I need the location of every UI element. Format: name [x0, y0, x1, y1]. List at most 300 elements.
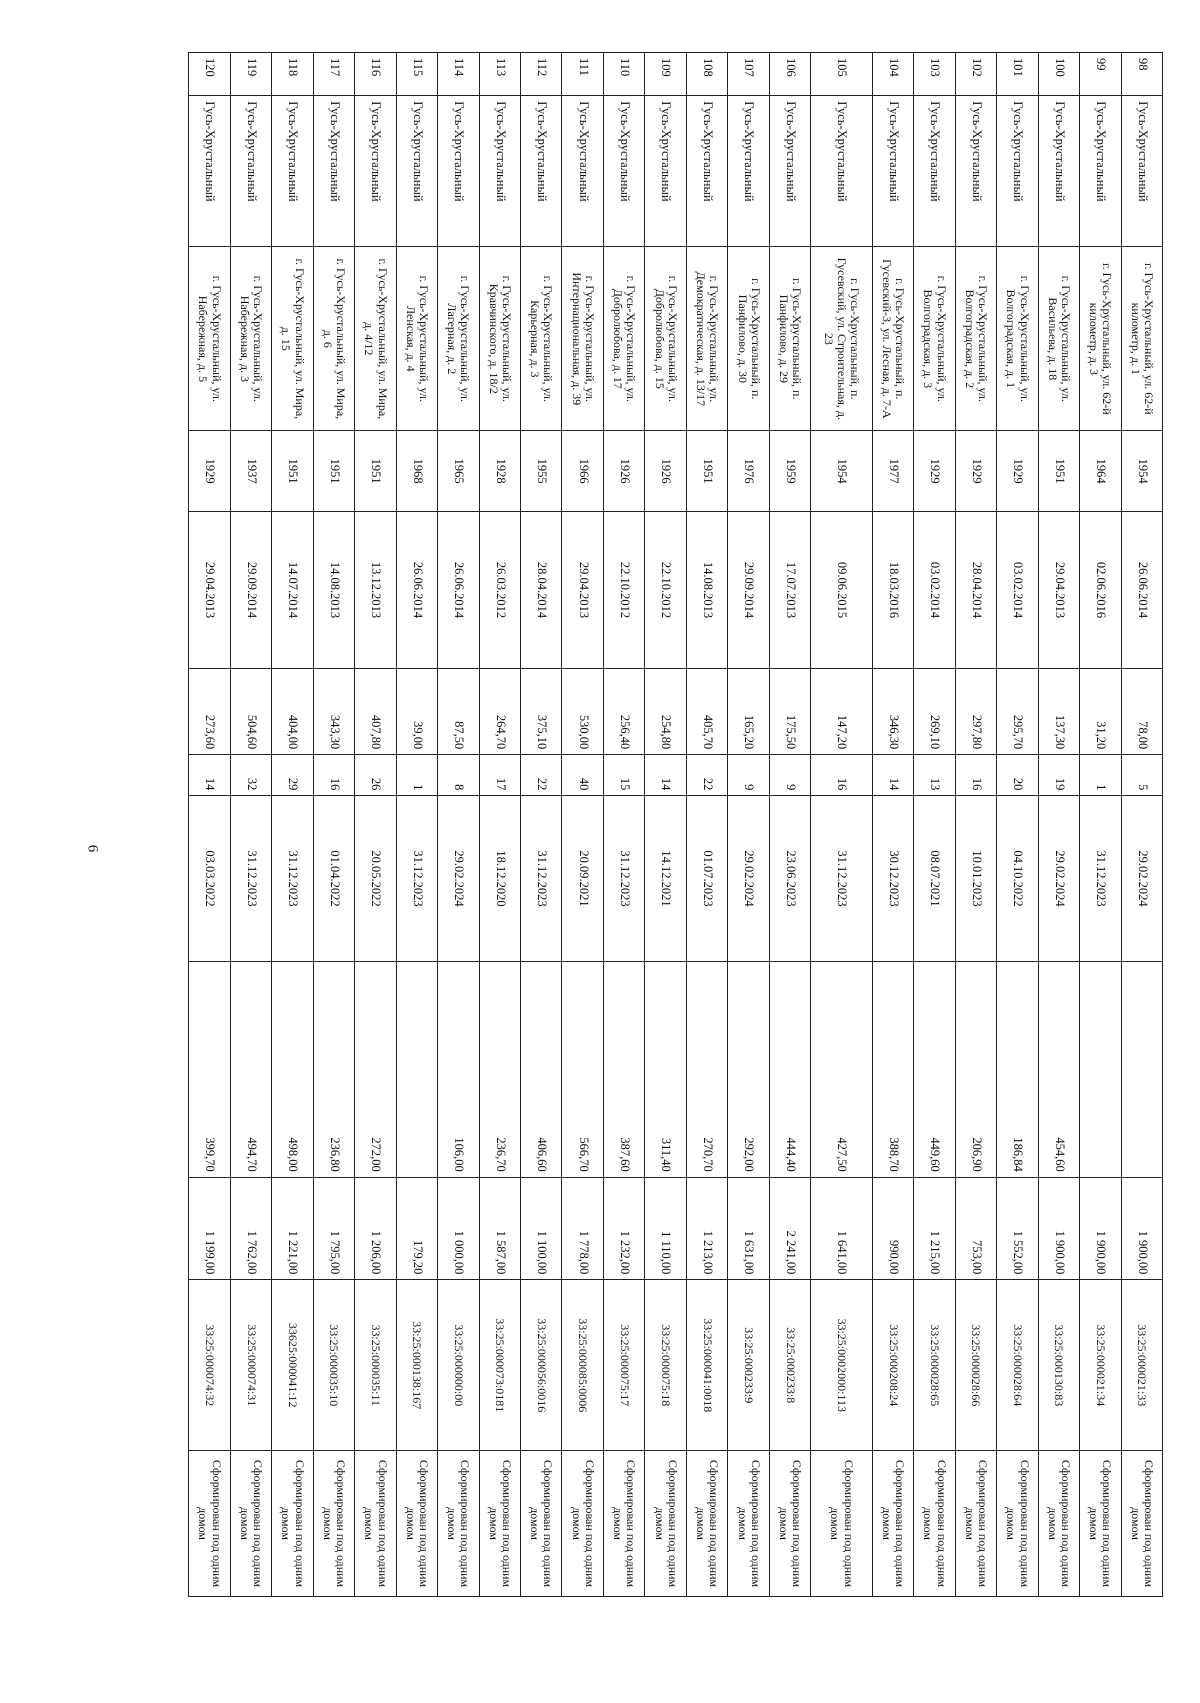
cadastral-number-cell: 33:25:000028:64	[997, 1280, 1038, 1451]
year-built-cell: 1965	[438, 431, 479, 512]
table-row	[686, 53, 727, 1597]
status-cell: Сформирован под одним домом	[520, 1451, 561, 1597]
land-area-cell: 1 215,00	[914, 1177, 955, 1280]
date-cell: 22.10.2012	[603, 512, 644, 669]
area-cell: 256,40	[603, 668, 644, 754]
row-number: 102	[955, 53, 996, 96]
status-cell: Сформирован под одним домом	[997, 1451, 1038, 1597]
status-cell: Сформирован под одним домом	[811, 1451, 872, 1597]
count-cell: 32	[230, 755, 271, 796]
row-number: 103	[914, 53, 955, 96]
date-cell: 14.08.2013	[686, 512, 727, 669]
date-cell: 31.12.2023	[272, 796, 313, 961]
status-cell: Сформирован под одним домом	[1121, 1451, 1162, 1597]
land-area-cell: 1 900,00	[1080, 1177, 1121, 1280]
status-cell: Сформирован под одним домом	[872, 1451, 913, 1597]
date-cell: 29.02.2024	[1038, 796, 1079, 961]
address-cell: г. Гусь-Хрустальный, п. Гусевский-3, ул. Лесная, д. 7-А	[872, 247, 913, 431]
cadastral-number-cell: 33:25:000074:32	[189, 1280, 231, 1451]
address-cell: г. Гусь-Хрустальный, ул. Добролюбова, д. 17	[603, 247, 644, 431]
area-cell: 78,00	[1121, 668, 1162, 754]
area-cell: 375,10	[520, 668, 561, 754]
district-cell: Гусь-Хрустальный	[811, 96, 872, 247]
land-area-cell: 1 206,00	[355, 1177, 396, 1280]
address-cell: г. Гусь-Хрустальный, ул. Добролюбова, д. 15	[645, 247, 686, 431]
status-cell: Сформирован под одним домом	[914, 1451, 955, 1597]
address-cell: г. Гусь-Хрустальный, ул. Волгоградская, д. 2	[955, 247, 996, 431]
district-cell: Гусь-Хрустальный	[355, 96, 396, 247]
table-row	[520, 53, 561, 1597]
land-area-cell: 1 232,00	[603, 1177, 644, 1280]
area-cell: 186,84	[997, 961, 1038, 1177]
status-cell: Сформирован под одним домом	[479, 1451, 520, 1597]
land-area-cell: 990,00	[872, 1177, 913, 1280]
table-row	[769, 53, 810, 1597]
area-cell: 254,80	[645, 668, 686, 754]
date-cell: 08.07.2021	[914, 796, 955, 961]
year-built-cell: 1951	[1038, 431, 1079, 512]
area-cell: 566,70	[562, 961, 603, 1177]
address-cell: г. Гусь-Хрустальный, ул. Ленская, д. 4	[396, 247, 437, 431]
year-built-cell: 1951	[686, 431, 727, 512]
cadastral-number-cell: 33:25:000028:66	[955, 1280, 996, 1451]
land-area-cell: 1 221,00	[272, 1177, 313, 1280]
district-cell: Гусь-Хрустальный	[914, 96, 955, 247]
count-cell: 19	[1038, 755, 1079, 796]
row-number: 115	[396, 53, 437, 96]
row-number: 110	[603, 53, 644, 96]
year-built-cell: 1968	[396, 431, 437, 512]
address-cell: г. Гусь-Хрустальный, п. Панфилово, д. 29	[769, 247, 810, 431]
row-number: 120	[189, 53, 231, 96]
status-cell: Сформирован под одним домом	[189, 1451, 231, 1597]
cadastral-number-cell: 33:25:000056:0016	[520, 1280, 561, 1451]
table-row	[189, 53, 231, 1597]
area-cell: 292,00	[728, 961, 769, 1177]
land-area-cell: 1 900,00	[1121, 1177, 1162, 1280]
count-cell: 13	[914, 755, 955, 796]
area-cell: 297,80	[955, 668, 996, 754]
address-cell: г. Гусь-Хрустальный, ул. Мира, д. 15	[272, 247, 313, 431]
address-cell: г. Гусь-Хрустальный, ул. Демократическая, д. 13/17	[686, 247, 727, 431]
year-built-cell: 1929	[189, 431, 231, 512]
cadastral-number-cell: 33625:000041:12	[272, 1280, 313, 1451]
land-area-cell: 179,20	[396, 1177, 437, 1280]
table-row	[479, 53, 520, 1597]
cadastral-number-cell: 33:25:000028:65	[914, 1280, 955, 1451]
date-cell: 29.04.2013	[1038, 512, 1079, 669]
count-cell: 16	[313, 755, 354, 796]
land-area-cell: 1 762,00	[230, 1177, 271, 1280]
count-cell: 15	[603, 755, 644, 796]
status-cell: Сформирован под одним домом	[562, 1451, 603, 1597]
housing-registry-table	[188, 52, 1163, 1597]
year-built-cell: 1951	[272, 431, 313, 512]
year-built-cell: 1976	[728, 431, 769, 512]
row-number: 105	[811, 53, 872, 96]
district-cell: Гусь-Хрустальный	[872, 96, 913, 247]
row-number: 101	[997, 53, 1038, 96]
date-cell: 04.10.2022	[997, 796, 1038, 961]
count-cell: 14	[645, 755, 686, 796]
table-row	[1080, 53, 1121, 1597]
address-cell: г. Гусь-Хрустальный, ул. 62-й километр, д. 3	[1080, 247, 1121, 431]
date-cell: 03.02.2014	[997, 512, 1038, 669]
table-row	[396, 53, 437, 1597]
year-built-cell: 1926	[603, 431, 644, 512]
date-cell: 03.02.2014	[914, 512, 955, 669]
land-area-cell: 1 199,00	[189, 1177, 231, 1280]
address-cell: г. Гусь-Хрустальный, ул. 62-й километр, д. 1	[1121, 247, 1162, 431]
cadastral-number-cell: 33:25:000035:11	[355, 1280, 396, 1451]
date-cell: 31.12.2023	[1080, 796, 1121, 961]
year-built-cell: 1954	[1121, 431, 1162, 512]
table-row	[438, 53, 479, 1597]
status-cell: Сформирован под одним домом	[1038, 1451, 1079, 1597]
date-cell: 02.06.2016	[1080, 512, 1121, 669]
address-cell: г. Гусь-Хрустальный, ул. Васильева, д. 18	[1038, 247, 1079, 431]
status-cell: Сформирован под одним домом	[438, 1451, 479, 1597]
date-cell: 14.07.2014	[272, 512, 313, 669]
cadastral-number-cell: 33:25:000074:31	[230, 1280, 271, 1451]
count-cell: 14	[872, 755, 913, 796]
date-cell: 20.09.2021	[562, 796, 603, 961]
district-cell: Гусь-Хрустальный	[1038, 96, 1079, 247]
address-cell: г. Гусь-Хрустальный, п. Панфилово, д. 30	[728, 247, 769, 431]
district-cell: Гусь-Хрустальный	[189, 96, 231, 247]
area-cell	[396, 961, 437, 1177]
district-cell: Гусь-Хрустальный	[645, 96, 686, 247]
row-number: 100	[1038, 53, 1079, 96]
district-cell: Гусь-Хрустальный	[562, 96, 603, 247]
count-cell: 16	[811, 755, 872, 796]
land-area-cell: 1 641,00	[811, 1177, 872, 1280]
area-cell: 272,00	[355, 961, 396, 1177]
cadastral-number-cell: 33:25:000233:8	[769, 1280, 810, 1451]
area-cell	[1080, 961, 1121, 1177]
land-area-cell: 1 000,00	[438, 1177, 479, 1280]
cadastral-number-cell: 33:25:000208:24	[872, 1280, 913, 1451]
date-cell: 18.03.2016	[872, 512, 913, 669]
status-cell: Сформирован под одним домом	[645, 1451, 686, 1597]
area-cell: 236,80	[313, 961, 354, 1177]
address-cell: г. Гусь-Хрустальный, ул. Волгоградская, д. 3	[914, 247, 955, 431]
date-cell: 13.12.2013	[355, 512, 396, 669]
year-built-cell: 1929	[914, 431, 955, 512]
row-number: 116	[355, 53, 396, 96]
date-cell: 18.12.2020	[479, 796, 520, 961]
area-cell: 31,20	[1080, 668, 1121, 754]
date-cell: 26.06.2014	[396, 512, 437, 669]
date-cell: 29.09.2014	[728, 512, 769, 669]
date-cell: 28.04.2014	[955, 512, 996, 669]
date-cell: 26.06.2014	[438, 512, 479, 669]
area-cell: 273,60	[189, 668, 231, 754]
year-built-cell: 1964	[1080, 431, 1121, 512]
year-built-cell: 1977	[872, 431, 913, 512]
district-cell: Гусь-Хрустальный	[313, 96, 354, 247]
district-cell: Гусь-Хрустальный	[769, 96, 810, 247]
count-cell: 1	[396, 755, 437, 796]
district-cell: Гусь-Хрустальный	[686, 96, 727, 247]
land-area-cell: 1 778,00	[562, 1177, 603, 1280]
date-cell: 29.09.2014	[230, 512, 271, 669]
row-number: 99	[1080, 53, 1121, 96]
year-built-cell: 1951	[355, 431, 396, 512]
row-number: 108	[686, 53, 727, 96]
cadastral-number-cell: 33:25:000233:9	[728, 1280, 769, 1451]
area-cell: 399,70	[189, 961, 231, 1177]
address-cell: г. Гусь-Хрустальный, ул. Интернациональная, д. 39	[562, 247, 603, 431]
land-area-cell: 1 552,00	[997, 1177, 1038, 1280]
land-area-cell: 1 110,00	[645, 1177, 686, 1280]
area-cell: 405,70	[686, 668, 727, 754]
date-cell: 01.07.2023	[686, 796, 727, 961]
district-cell: Гусь-Хрустальный	[396, 96, 437, 247]
address-cell: г. Гусь-Хрустальный, ул. Набережная, д. 5	[189, 247, 231, 431]
count-cell: 29	[272, 755, 313, 796]
row-number: 112	[520, 53, 561, 96]
table-row	[997, 53, 1038, 1597]
table-row	[914, 53, 955, 1597]
district-cell: Гусь-Хрустальный	[997, 96, 1038, 247]
land-area-cell: 1 100,00	[520, 1177, 561, 1280]
cadastral-number-cell: 33:25:000130:83	[1038, 1280, 1079, 1451]
cadastral-number-cell: 33:25:000073:0181	[479, 1280, 520, 1451]
area-cell: 494,70	[230, 961, 271, 1177]
land-area-cell: 1 900,00	[1038, 1177, 1079, 1280]
year-built-cell: 1951	[313, 431, 354, 512]
area-cell: 206,90	[955, 961, 996, 1177]
district-cell: Гусь-Хрустальный	[955, 96, 996, 247]
area-cell: 427,50	[811, 961, 872, 1177]
area-cell: 343,30	[313, 668, 354, 754]
year-built-cell: 1929	[955, 431, 996, 512]
count-cell: 16	[955, 755, 996, 796]
table-row	[1121, 53, 1162, 1597]
row-number: 114	[438, 53, 479, 96]
date-cell: 29.04.2013	[562, 512, 603, 669]
table-row	[272, 53, 313, 1597]
year-built-cell: 1929	[997, 431, 1038, 512]
cadastral-number-cell: 33:25:000075:18	[645, 1280, 686, 1451]
date-cell: 29.02.2024	[438, 796, 479, 961]
count-cell: 1	[1080, 755, 1121, 796]
cadastral-number-cell: 33:25:000075:17	[603, 1280, 644, 1451]
area-cell: 406,60	[520, 961, 561, 1177]
date-cell: 10.01.2023	[955, 796, 996, 961]
status-cell: Сформирован под одним домом	[728, 1451, 769, 1597]
district-cell: Гусь-Хрустальный	[520, 96, 561, 247]
table-row	[645, 53, 686, 1597]
table-row	[313, 53, 354, 1597]
row-number: 118	[272, 53, 313, 96]
row-number: 109	[645, 53, 686, 96]
date-cell: 22.10.2012	[645, 512, 686, 669]
district-cell: Гусь-Хрустальный	[438, 96, 479, 247]
date-cell: 31.12.2023	[230, 796, 271, 961]
area-cell: 449,60	[914, 961, 955, 1177]
area-cell	[1121, 961, 1162, 1177]
table-row	[728, 53, 769, 1597]
year-built-cell: 1954	[811, 431, 872, 512]
date-cell: 14.12.2021	[645, 796, 686, 961]
land-area-cell: 2 241,00	[769, 1177, 810, 1280]
area-cell: 388,70	[872, 961, 913, 1177]
count-cell: 26	[355, 755, 396, 796]
row-number: 106	[769, 53, 810, 96]
row-number: 107	[728, 53, 769, 96]
year-built-cell: 1926	[645, 431, 686, 512]
area-cell: 147,20	[811, 668, 872, 754]
area-cell: 387,60	[603, 961, 644, 1177]
date-cell: 01.04.2022	[313, 796, 354, 961]
date-cell: 09.06.2015	[811, 512, 872, 669]
rotated-table-frame	[188, 52, 1163, 1597]
date-cell: 20.05.2022	[355, 796, 396, 961]
count-cell: 9	[769, 755, 810, 796]
date-cell: 29.02.2024	[728, 796, 769, 961]
rotated-table-container	[188, 52, 1163, 1597]
status-cell: Сформирован под одним домом	[230, 1451, 271, 1597]
area-cell: 236,70	[479, 961, 520, 1177]
area-cell: 454,60	[1038, 961, 1079, 1177]
status-cell: Сформирован под одним домом	[686, 1451, 727, 1597]
date-cell: 31.12.2023	[811, 796, 872, 961]
row-number: 104	[872, 53, 913, 96]
cadastral-number-cell: 33:25:000035:10	[313, 1280, 354, 1451]
area-cell: 407,80	[355, 668, 396, 754]
date-cell: 31.12.2023	[603, 796, 644, 961]
land-area-cell: 1 795,00	[313, 1177, 354, 1280]
year-built-cell: 1937	[230, 431, 271, 512]
date-cell: 31.12.2023	[520, 796, 561, 961]
area-cell: 137,30	[1038, 668, 1079, 754]
table-row	[1038, 53, 1079, 1597]
land-area-cell: 1 587,00	[479, 1177, 520, 1280]
count-cell: 40	[562, 755, 603, 796]
date-cell: 14.08.2013	[313, 512, 354, 669]
table-row	[562, 53, 603, 1597]
address-cell: г. Гусь-Хрустальный, ул. Карьерная, д. 3	[520, 247, 561, 431]
address-cell: г. Гусь-Хрустальный, ул. Кравчинского, д. 18/2	[479, 247, 520, 431]
area-cell: 444,40	[769, 961, 810, 1177]
cadastral-number-cell: 33:25:000021:33	[1121, 1280, 1162, 1451]
count-cell: 22	[520, 755, 561, 796]
area-cell: 165,20	[728, 668, 769, 754]
land-area-cell: 1 213,00	[686, 1177, 727, 1280]
date-cell: 26.03.2012	[479, 512, 520, 669]
status-cell: Сформирован под одним домом	[396, 1451, 437, 1597]
row-number: 117	[313, 53, 354, 96]
area-cell: 504,60	[230, 668, 271, 754]
address-cell: г. Гусь-Хрустальный, п. Гусевский, ул. Строительная, д. 23	[811, 247, 872, 431]
year-built-cell: 1959	[769, 431, 810, 512]
table-body	[189, 53, 1163, 1597]
address-cell: г. Гусь-Хрустальный, ул. Набережная, д. 3	[230, 247, 271, 431]
table-row	[355, 53, 396, 1597]
area-cell: 106,00	[438, 961, 479, 1177]
year-built-cell: 1966	[562, 431, 603, 512]
status-cell: Сформирован под одним домом	[313, 1451, 354, 1597]
cadastral-number-cell: 33:25:000138:167	[396, 1280, 437, 1451]
area-cell: 270,70	[686, 961, 727, 1177]
count-cell: 14	[189, 755, 231, 796]
status-cell: Сформирован под одним домом	[355, 1451, 396, 1597]
area-cell: 346,30	[872, 668, 913, 754]
date-cell: 31.12.2023	[396, 796, 437, 961]
count-cell: 8	[438, 755, 479, 796]
date-cell: 23.06.2023	[769, 796, 810, 961]
area-cell: 498,00	[272, 961, 313, 1177]
status-cell: Сформирован под одним домом	[769, 1451, 810, 1597]
area-cell: 269,10	[914, 668, 955, 754]
cadastral-number-cell: 33:25:000000:00	[438, 1280, 479, 1451]
table-row	[872, 53, 913, 1597]
address-cell: г. Гусь-Хрустальный, ул. Лагерная, д. 2	[438, 247, 479, 431]
year-built-cell: 1955	[520, 431, 561, 512]
count-cell: 17	[479, 755, 520, 796]
table-row	[955, 53, 996, 1597]
area-cell: 295,70	[997, 668, 1038, 754]
date-cell: 26.06.2014	[1121, 512, 1162, 669]
status-cell: Сформирован под одним домом	[955, 1451, 996, 1597]
table-row	[603, 53, 644, 1597]
district-cell: Гусь-Хрустальный	[479, 96, 520, 247]
date-cell: 29.04.2013	[189, 512, 231, 669]
date-cell: 17.07.2013	[769, 512, 810, 669]
cadastral-number-cell: 33:25:0002000:113	[811, 1280, 872, 1451]
count-cell: 5	[1121, 755, 1162, 796]
cadastral-number-cell: 33:25:000085:0006	[562, 1280, 603, 1451]
district-cell: Гусь-Хрустальный	[603, 96, 644, 247]
area-cell: 175,50	[769, 668, 810, 754]
cadastral-number-cell: 33:25:000021:34	[1080, 1280, 1121, 1451]
cadastral-number-cell: 33:25:000041:0018	[686, 1280, 727, 1451]
area-cell: 311,40	[645, 961, 686, 1177]
area-cell: 264,70	[479, 668, 520, 754]
status-cell: Сформирован под одним домом	[1080, 1451, 1121, 1597]
area-cell: 39,00	[396, 668, 437, 754]
district-cell: Гусь-Хрустальный	[272, 96, 313, 247]
page-number: 6	[84, 844, 101, 853]
date-cell: 28.04.2014	[520, 512, 561, 669]
date-cell: 03.03.2022	[189, 796, 231, 961]
row-number: 113	[479, 53, 520, 96]
row-number: 111	[562, 53, 603, 96]
address-cell: г. Гусь-Хрустальный, ул. Волгоградская, д. 1	[997, 247, 1038, 431]
date-cell: 30.12.2023	[872, 796, 913, 961]
count-cell: 9	[728, 755, 769, 796]
district-cell: Гусь-Хрустальный	[230, 96, 271, 247]
district-cell: Гусь-Хрустальный	[1080, 96, 1121, 247]
count-cell: 20	[997, 755, 1038, 796]
land-area-cell: 1 631,00	[728, 1177, 769, 1280]
district-cell: Гусь-Хрустальный	[1121, 96, 1162, 247]
area-cell: 530,00	[562, 668, 603, 754]
status-cell: Сформирован под одним домом	[603, 1451, 644, 1597]
row-number: 98	[1121, 53, 1162, 96]
address-cell: г. Гусь-Хрустальный, ул. Мира, д. 4/12	[355, 247, 396, 431]
row-number: 119	[230, 53, 271, 96]
district-cell: Гусь-Хрустальный	[728, 96, 769, 247]
status-cell: Сформирован под одним домом	[272, 1451, 313, 1597]
count-cell: 22	[686, 755, 727, 796]
date-cell: 29.02.2024	[1121, 796, 1162, 961]
year-built-cell: 1928	[479, 431, 520, 512]
table-row	[230, 53, 271, 1597]
area-cell: 404,00	[272, 668, 313, 754]
